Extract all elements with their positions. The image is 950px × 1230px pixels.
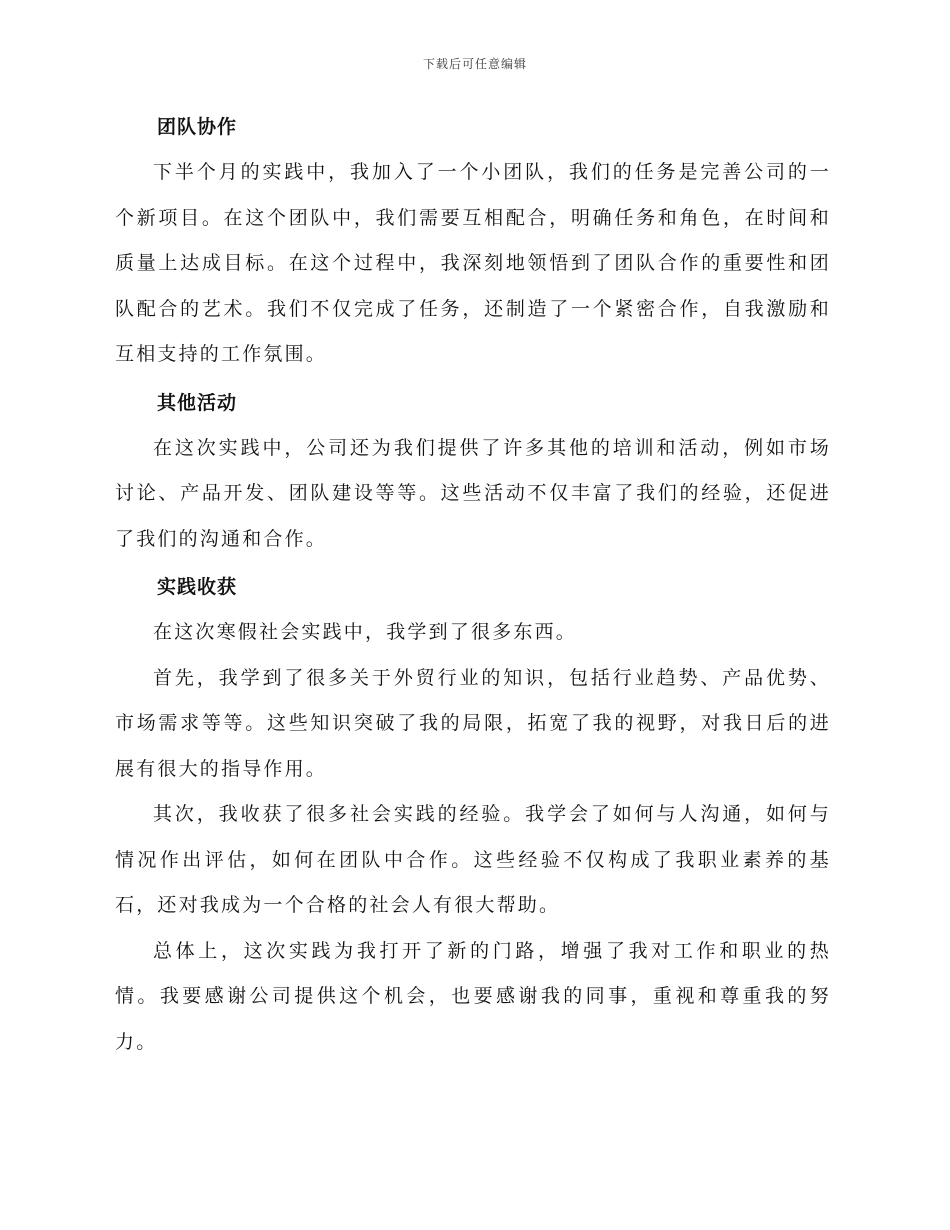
- paragraph: 总体上，这次实践为我打开了新的门路，增强了我对工作和职业的热情。我要感谢公司提供这个机会，也要感谢我的同事，重视和尊重我的努力。: [115, 939, 831, 1053]
- paragraph: 在这次寒假社会实践中，我学到了很多东西。: [153, 621, 578, 643]
- paragraph: 首先，我学到了很多关于外贸行业的知识，包括行业趋势、产品优势、市场需求等等。这些知识突破了我的局限，拓宽了我的视野，对我日后的进展有很大的指导作用。: [115, 666, 831, 780]
- section-heading-gains: 实践收获: [157, 576, 238, 598]
- paragraph: 在这次实践中，公司还为我们提供了许多其他的培训和活动，例如市场讨论、产品开发、团队建设等等。这些活动不仅丰富了我们的经验，还促进了我们的沟通和合作。: [115, 436, 831, 550]
- header-note: 下载后可任意编辑: [422, 57, 527, 71]
- document-body: [115, 104, 831, 1065]
- paragraph: 下半个月的实践中，我加入了一个小团队，我们的任务是完善公司的一个新项目。在这个团队中，我们需要互相配合，明确任务和角色，在时间和质量上达成目标。在这个过程中，我深刻地领悟到了团队合作的重要性和团队配合的艺术。我们不仅完成了任务，还制造了一个紧密合作，自我激励和互相支持的工作氛围。: [115, 161, 831, 365]
- section-heading-teamwork: 团队协作: [157, 116, 238, 138]
- paragraph: 其次，我收获了很多社会实践的经验。我学会了如何与人沟通，如何与情况作出评估，如何在团队中合作。这些经验不仅构成了我职业素养的基石，还对我成为一个合格的社会人有很大帮助。: [115, 803, 831, 916]
- section-heading-other-activities: 其他活动: [157, 391, 238, 414]
